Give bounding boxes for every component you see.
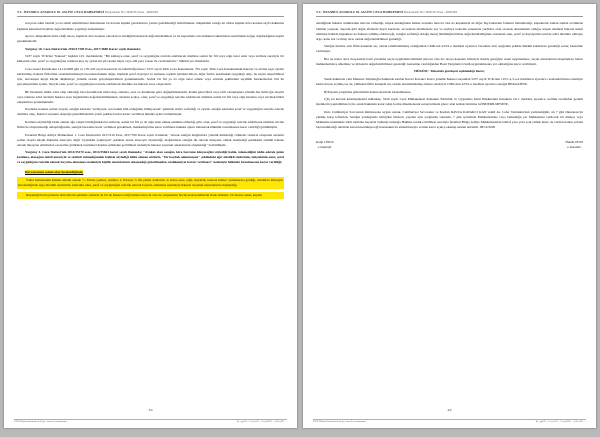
case-number: Dosya-Karar No: 2020/351 Esas - 2020/504 — [403, 10, 457, 14]
citation-heading: Yargıtay 18. Ceza Dairesi'nin 2016/17305 Esas, 2017/3688 Karar sayılı ilamında; — [25, 46, 141, 51]
judge-title: Hakim 93518 — [565, 139, 583, 144]
body-paragraph: Erzurum Bölge Adliye Mahkemesi 1. Ceza Dairesi'nin 2017/410 Esas, 2017/760 Karar sayılı ilamında; "Ancak sanığın mağdurlara yönelik kullandığı cümleler sözlerin oluşturan sözlerin somut olayda küçük düşürme amacıyla değil "eyanıklık yapmayan" şeklinde ussalı amacıyla söylendiği, mağdurların sanığın ilk selerde muayene olmak istemediği şeklindeki sözünü bahane ederek muayene ettirmeden cezaevine götürmek istemeleri üzerine gündeme getirilmesi nedeniyle hakaret suçunun unsurlarının oluşmadığı" belirtilmiştir. — [17, 132, 284, 147]
citation-paragraph: Yargıtay 4. Ceza Dairesi'nin 2014/35170 esas, 2014/35664 karar sayılı ilamında; "Avukat olan sanığın, kira borcunu ödeyeceğini söylediği halde, ödemediğini iddia ederek gelen katılana, alacağını tahsil amacıyla ve sözünü tutmadığından bahisle söylediği iddia olunan sözlerin, "bir kaydak adammışsın" şeklindeki ağır nitelikli sözlerinin, müştekinin onur, şeref ve saygınlığını rencide edecek boyutta olmaması nedeniyle kişilik unsurlarının oluşmadığı gözetilmeden, mahkumiyet kararı verilmesi" nedeniyle hükmün bozulmasına karar verildiği; — [17, 150, 284, 165]
clerk-name: e-imzalıdır — [317, 145, 332, 150]
highlighted-paragraph: Köpekliği havlayanların delil dilerin şeklinde sözlerin de bir de hakaret ettiği iddiası mevcut olsa da, köpeklerin havlayarak kendilerini ifade ettikleri, bir insana aslan, kaplan — [17, 192, 284, 199]
judge-signature — [566, 140, 583, 150]
body-paragraph: İnceleme konusu somut olayda; sanığın katılana "terbiyesiz, sen benim kim olduğumu bilmiyorsun" şeklinde sözler sarfettiği ve eylem, sanığın katılanın şeref ve saygınlığını rencide edecek nitelikte olup, hakaret suçunun oluştuğu gözetilmeksizin yazılı şekilde beraat kararı verilmesi hukuka aykırı bulunmuştur. — [17, 107, 284, 117]
page-header — [316, 10, 583, 17]
verdict-paragraph: C)İş bu kararın kesinleşmesini müteakip, 5320 sayılı Ceza Muhakemesi Kanunun Yürürlük ve Uygulama Şekli Hakkındaki Kanunun 16/1. maddesi uyarınca, kollluk tarafından gerekli işlemlerin yapılabilmesi için, sanık hakkında karar takip formu düzenlenerek sonuçturmada görev alan kolluk birimine GÖNDERİLMESİNE, — [316, 97, 583, 107]
page-header — [17, 10, 284, 17]
body-paragraph: dendiğinde hakaret uldıklarının mevcut olmadığı, köpek uluduğunun halkın arasında mevcut olsa da köpeklerin de diğer hayvanlardan farkının bulunmadığı, köpeklerin zaman zaman evrimizde bizimle yaşayan, deprem gibi doğal afetlerde hayat kurtaran, savaşlarda muddelerde suç ve suçluyu tedavide esnasında yardımcı olan severek desteklenen olduğu, köpek denmesi hakaret kabul edilmesi halinde köpeklere de hakaret edilmiş olabileceği, sanığın sarfettiği olduğu mesaj bütünlüğü birlikte değerlendirildiğinde, katılanın onur, şeref ve haysiyetini rencide edici nitelikte olmayıp argo, kaba söz ve hitap tarzı olarak değerlendirilmesi gerektiği, — [316, 21, 583, 41]
verdict-paragraph: B)Yapılan yargılama giderlerinin hazine üzerinde bırakılmasına, — [324, 89, 412, 94]
verdict-paragraph: Sanık hakkında vaki Mensure Sürümoğlu hakkında katılan Ravza Kavakcı Kan'a yönelik hakaret suçundan 5237 sayılı TCK.nun 125/1,2,3-a-4 maddeleri uyarınca cezalandırılması istemiyle kamu davası açılmış ise de, yüklenen fiilin kanunda suç olarak tanımlanmamış olması sebebiyle CMK.nun 223/2-a maddesi uyarınca sanığın BERAATİNE, — [316, 77, 583, 87]
judge-name: e-imzalıdır — [567, 145, 582, 150]
highlighted-paragraph: Valler kelimesinin kelime anlamı olarak "1. Yerine yetmez, sunmet. 2. Parasız. 3. İki yüzlü, dalkavuk. 4. Kaba saba, yiğit, ikiyüzlü, tutarsız kimse" anlamlarına geldiği, anlamları itibariyle incelendiğinde argo nitelikli sözlerinin, katılanın onur, şeref ve saygınlığını rencide edecek boyutta olmaması nedeniyle hakaret suçunun unsurlarının oluşmadığı, — [17, 177, 284, 189]
page-footer — [14, 419, 287, 424]
body-paragraph: Ceza Genel Kurulu'nun 14.10.2008 gün ve 170-220 sayılı kararında da belirtildiği üzere; 5237 sayılı Türk Ceza Kanununda, 765 sayılı Türk Ceza Kanunundaki hakaret ve sövme suçu ayrımı kaldırılmış, hakaret fiillerinin cezalandırılmasıyla korunan hukuki değer, kişilerin şeref, haysiyet ve namusu, toplum içindeki itibarı, diğer fertler nezdindeki saygınlığı olup, bu suçun oluşabilmesi için, davranışın kişiyi küçük düşürmeye yönelik olarak gerçekleştirilmesi gerekmektedir. Somut bir fiil ya da olgu isnat etmek veya sövmek şeklindeki seçimlik hareketlerden biri ile gerçekleştirilen eylem, bireyin onur, şeref ve saygınlığını rencide edebilecek nitelikte ise hakaret suçu oluşacaktır. — [17, 66, 284, 87]
clerk-title: Katip 139520 — [316, 139, 334, 144]
footer-verification-code: Bj+qgOD - LAg7aJX - VwpXbID - qJZnsEU=.. — [535, 421, 586, 423]
footer-verification-code: Bj+qgOD - LAg7aJX - VwpXbID - qJZnsEU=.. — [236, 421, 287, 423]
document-page-4 — [303, 4, 596, 428]
body-paragraph: sen para adını talebin ya da tahsil edilebilmesi düzenlenen bu davada kişinin gereklerince yerine getirilmediği belirtilmekle, müştekinin sanığa ait elbise kişinin dava konusu sayfa hakkında kişilerin kurumsal biçimde değerlendirme yapıldığı anlaşılmıştır. — [17, 21, 284, 31]
page-footer — [313, 419, 586, 424]
body-paragraph: Ayrıca, müştekinin iddia ettiği üzere, kişilerin dava konusu olarak ileri sürdüğü hususların değerlendirilmesi ve bu kapsamda ceza hukuku bakımından sorumluluk doğup doğmadığının tespiti gerekmektedir. — [17, 34, 284, 44]
signature-block — [316, 140, 583, 150]
page-number: 3/4 — [148, 408, 153, 412]
document-page-3 — [4, 4, 297, 428]
verdict-paragraph: Dair, Cumhuriyet Savcısının mütalaasına uygun olarak, Cumhuriyet Savcısının ve Katılan RAVZA KAVAKCI KAN vekili Av. Cafer Tanrıkulu'nun yeriklediğidir, ön 7 gün Okutanası'yn yüzüne karşı leflerden, Sanığın yokluğunda tebliğden itibaren, yapılan açık yargılama sonunda, 7 gün içerisinde Mahkememize veya bulunduğu yer Mahkemesi verilecek bir dilekçe veya Mahkeme kaleminde zabit katibine beyanda bulunup tutanağa Hakime tasdik ettirilmesi suretiyle İstanbul Bölge Adliye Mahkemesinde istinaf yasa yolu açık olmak üzere de verilen kanun yoluna başvurulmadığı takdirde kararın kesinleşeceği hususunun da anlatılmasıyla verilen karar açıkça okunup usulen anlatıldı. 08/12/2020 — [316, 109, 583, 129]
case-number: Dosya-Karar No: 2020/351 Esas - 2020/504 — [104, 10, 158, 14]
body-paragraph: Bir hareketin tahkir edici olup olmadığı bazı durumlarda nisbi olup, zamana, yere ve durumuna göre değişebilmektedir. Kamu görevlileri veya sivil vatandaşlara yönelik her türlü ağır eleştiri veya rahatsız edici sözlerin hakaret suçu bağlamında değerlendirilmemesi, sözlerin açıkça, onur, şeref ve saygınlığı rencide edebilecek nitelikte somut bir fiil veya olgu isnadını veya sövmek fiilini oluşturması gerekmektedir. — [17, 89, 284, 104]
body-paragraph: Sanığın üzerine atılı fiilin kanunda suç olarak tanımlanmamış olduğundan CMK.nın 223/2-a maddesi uyarınca beraatine dair aşağıdaki şekilde hüküm kurulması gerektiği sonuç kanaatine varılmıştır. — [316, 44, 583, 54]
highlighted-heading: Dava konusu somut olay incelendiğinde; — [25, 169, 84, 174]
court-name: T.C. İSTANBUL ANADOLU 50. ASLİYE CEZA MAHKEMESİ — [17, 10, 105, 14]
footer-signature-note: UYAP Bilişim Sisteminde bu belge e-imza ile imzalanmıştır. — [14, 421, 68, 423]
footer-signature-note: UYAP Bilişim Sisteminde bu belge e-imza ile imzalanmıştır. — [313, 421, 367, 423]
clerk-signature — [316, 140, 333, 150]
body-paragraph: Her ne kadar dava dosyasında basit yaralama suçlu uygulanma ihtimali mevcut olsa da; dosya kapsamı itibariyle madde gereğiyle resen uygulanması, suçun unsurlarının oluşmaması bizzat mahkememizce uhtemine ve iddolerin değerlendirilmesi gerektiği; kanaatine varıldığından Basit Yargılama Usulü uygulanmasına yer olmadığına karar verilmiştir. — [316, 56, 583, 66]
body-paragraph: 5237 sayılı TCK'nın "hakaret" başlıklı 125. maddesinde; "Bir kimseye onur, şeref ve saygınlığını rencide edebilecek nitelikte somut bir fiil veya olgu isnat eden veya sövmek suretiyle bir kimsenin onur, şeref ve saygınlığına saldıran kişi, üç aydan iki yıla kadar hapis veya adli para cezası ile cezalandırılır." hükmü yer almaktadır. — [17, 54, 284, 64]
verdict-title: HÜKÜM : Yukarıda gerekçesi açıklandığı üzere; — [414, 69, 485, 74]
court-name: T.C. İSTANBUL ANADOLU 50. ASLİYE CEZA MAHKEMESİ — [316, 10, 404, 14]
page-number: 4/4 — [447, 408, 452, 412]
body-paragraph: Katılana söylendiği iddia olunan ağır eleştiri niteliğindeki bu sözlerin, somut bir fiil ya da olgu isnat etmek şeklinde olmadığı gibi, onur, şeref ve saygınlığı rencide edebilecek nitelikte sövme fiilini de oluşturmadığı anlaşıldığından, sanığın beraatine karar verilmesi gerekirken, mahkumiyetine karar verilmesi hukuka aykırı bulunarak hükmün bozulmasına karar verildiği görülmüştür. — [17, 119, 284, 129]
